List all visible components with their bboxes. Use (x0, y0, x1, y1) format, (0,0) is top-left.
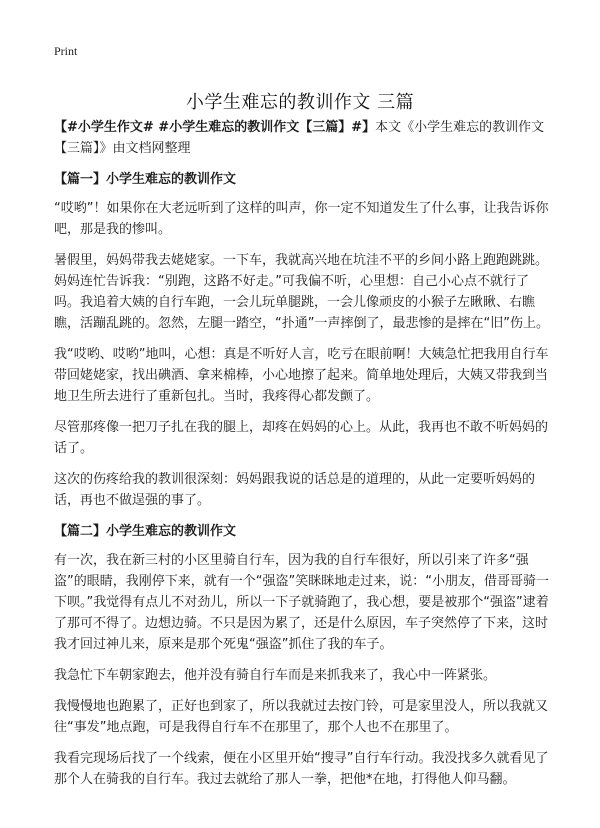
section-2-heading: 【篇二】小学生难忘的教训作文 (54, 524, 237, 539)
section-2-paragraph: 我慢慢地也跑累了，正好也到家了，所以我就过去按门铃，可是家里没人，所以我就又往“事发”地点跑，可是我得自行车不在那里了，那个人也不在那里了。 (54, 699, 549, 735)
section-1-paragraph: 这次的伤疼给我的教训很深刻：妈妈跟我说的话总是的道理的，从此一定要听妈妈的话，再也不做逞强的事了。 (54, 472, 536, 508)
section-2-paragraph: 有一次，我在新三村的小区里骑自行车，因为我的自行车很好，所以引来了许多“强盗”的眼睛，我刚停下来，就有一个“强盗”笑眯眯地走过来，说：“小朋友，借哥哥骑一下呗。”我觉得有点儿不对劲儿，所以一下子就骑跑了，我心想，要是被那个“强盗”逮着了那可不得了。边想边骑。不只是因为累了，还是什么原因，车子突然停了下来，这时我才回过神儿来，原来是那个死鬼“强盗”抓住了我的车子。 (54, 553, 549, 652)
section-1-paragraph: 暑假里，妈妈带我去姥姥家。一下车，我就高兴地在坑洼不平的乡间小路上跑跑跳跳。妈妈连忙告诉我：“别跑，这路不好走。”可我偏不听，心里想：自己小心点不就行了吗。我追着大姨的自行车跑，一会儿玩单腿跳，一会儿像顽皮的小猴子左瞅瞅、右瞧瞧，活蹦乱跳的。忽然，左腿一踏空，“扑通”一声摔倒了，最悲惨的是摔在“旧”伤上。 (54, 253, 549, 331)
print-label: Print (54, 44, 78, 58)
section-1-paragraph: 尽管那疼像一把刀子扎在我的腿上，却疼在妈妈的心上。从此，我再也不敢不听妈妈的话了。 (54, 420, 549, 456)
document-body (54, 117, 550, 800)
document-intro (54, 117, 550, 159)
page-title: 小学生难忘的教训作文 三篇 (185, 92, 415, 114)
section-2-paragraph: 我急忙下车朝家跑去，他并没有骑自行车而是来抓我来了，我心中一阵紧张。 (54, 668, 497, 683)
intro-description: 本文《小学生难忘的教训作文【三篇】》由文档网整理 (54, 120, 545, 156)
intro-tags: 【#小学生作文# #小学生难忘的教训作文【三篇】#】 (54, 120, 376, 135)
section-1-paragraph: 我“哎哟、哎哟”地叫，心想：真是不听好人言，吃亏在眼前啊！大姨急忙把我用自行车带回姥姥家，找出碘酒、拿来棉棒，小心地擦了起来。简单地处理后，大姨又带我到当地卫生所去进行了重新包扎。当时，我疼得心都发颤了。 (54, 347, 549, 404)
section-1-heading: 【篇一】小学生难忘的教训作文 (54, 172, 237, 187)
section-1-paragraph: “哎哟”！如果你在大老远听到了这样的叫声，你一定不知道发生了什么事，让我告诉你吧，那是我的惨叫。 (54, 201, 549, 237)
section-2-paragraph: 我看完现场后找了一个线索，便在小区里开始“搜寻”自行车行动。我没找多久就看见了那个人在骑我的自行车。我过去就给了那人一拳，把他*在地，打得他人仰马翻。 (54, 751, 549, 787)
